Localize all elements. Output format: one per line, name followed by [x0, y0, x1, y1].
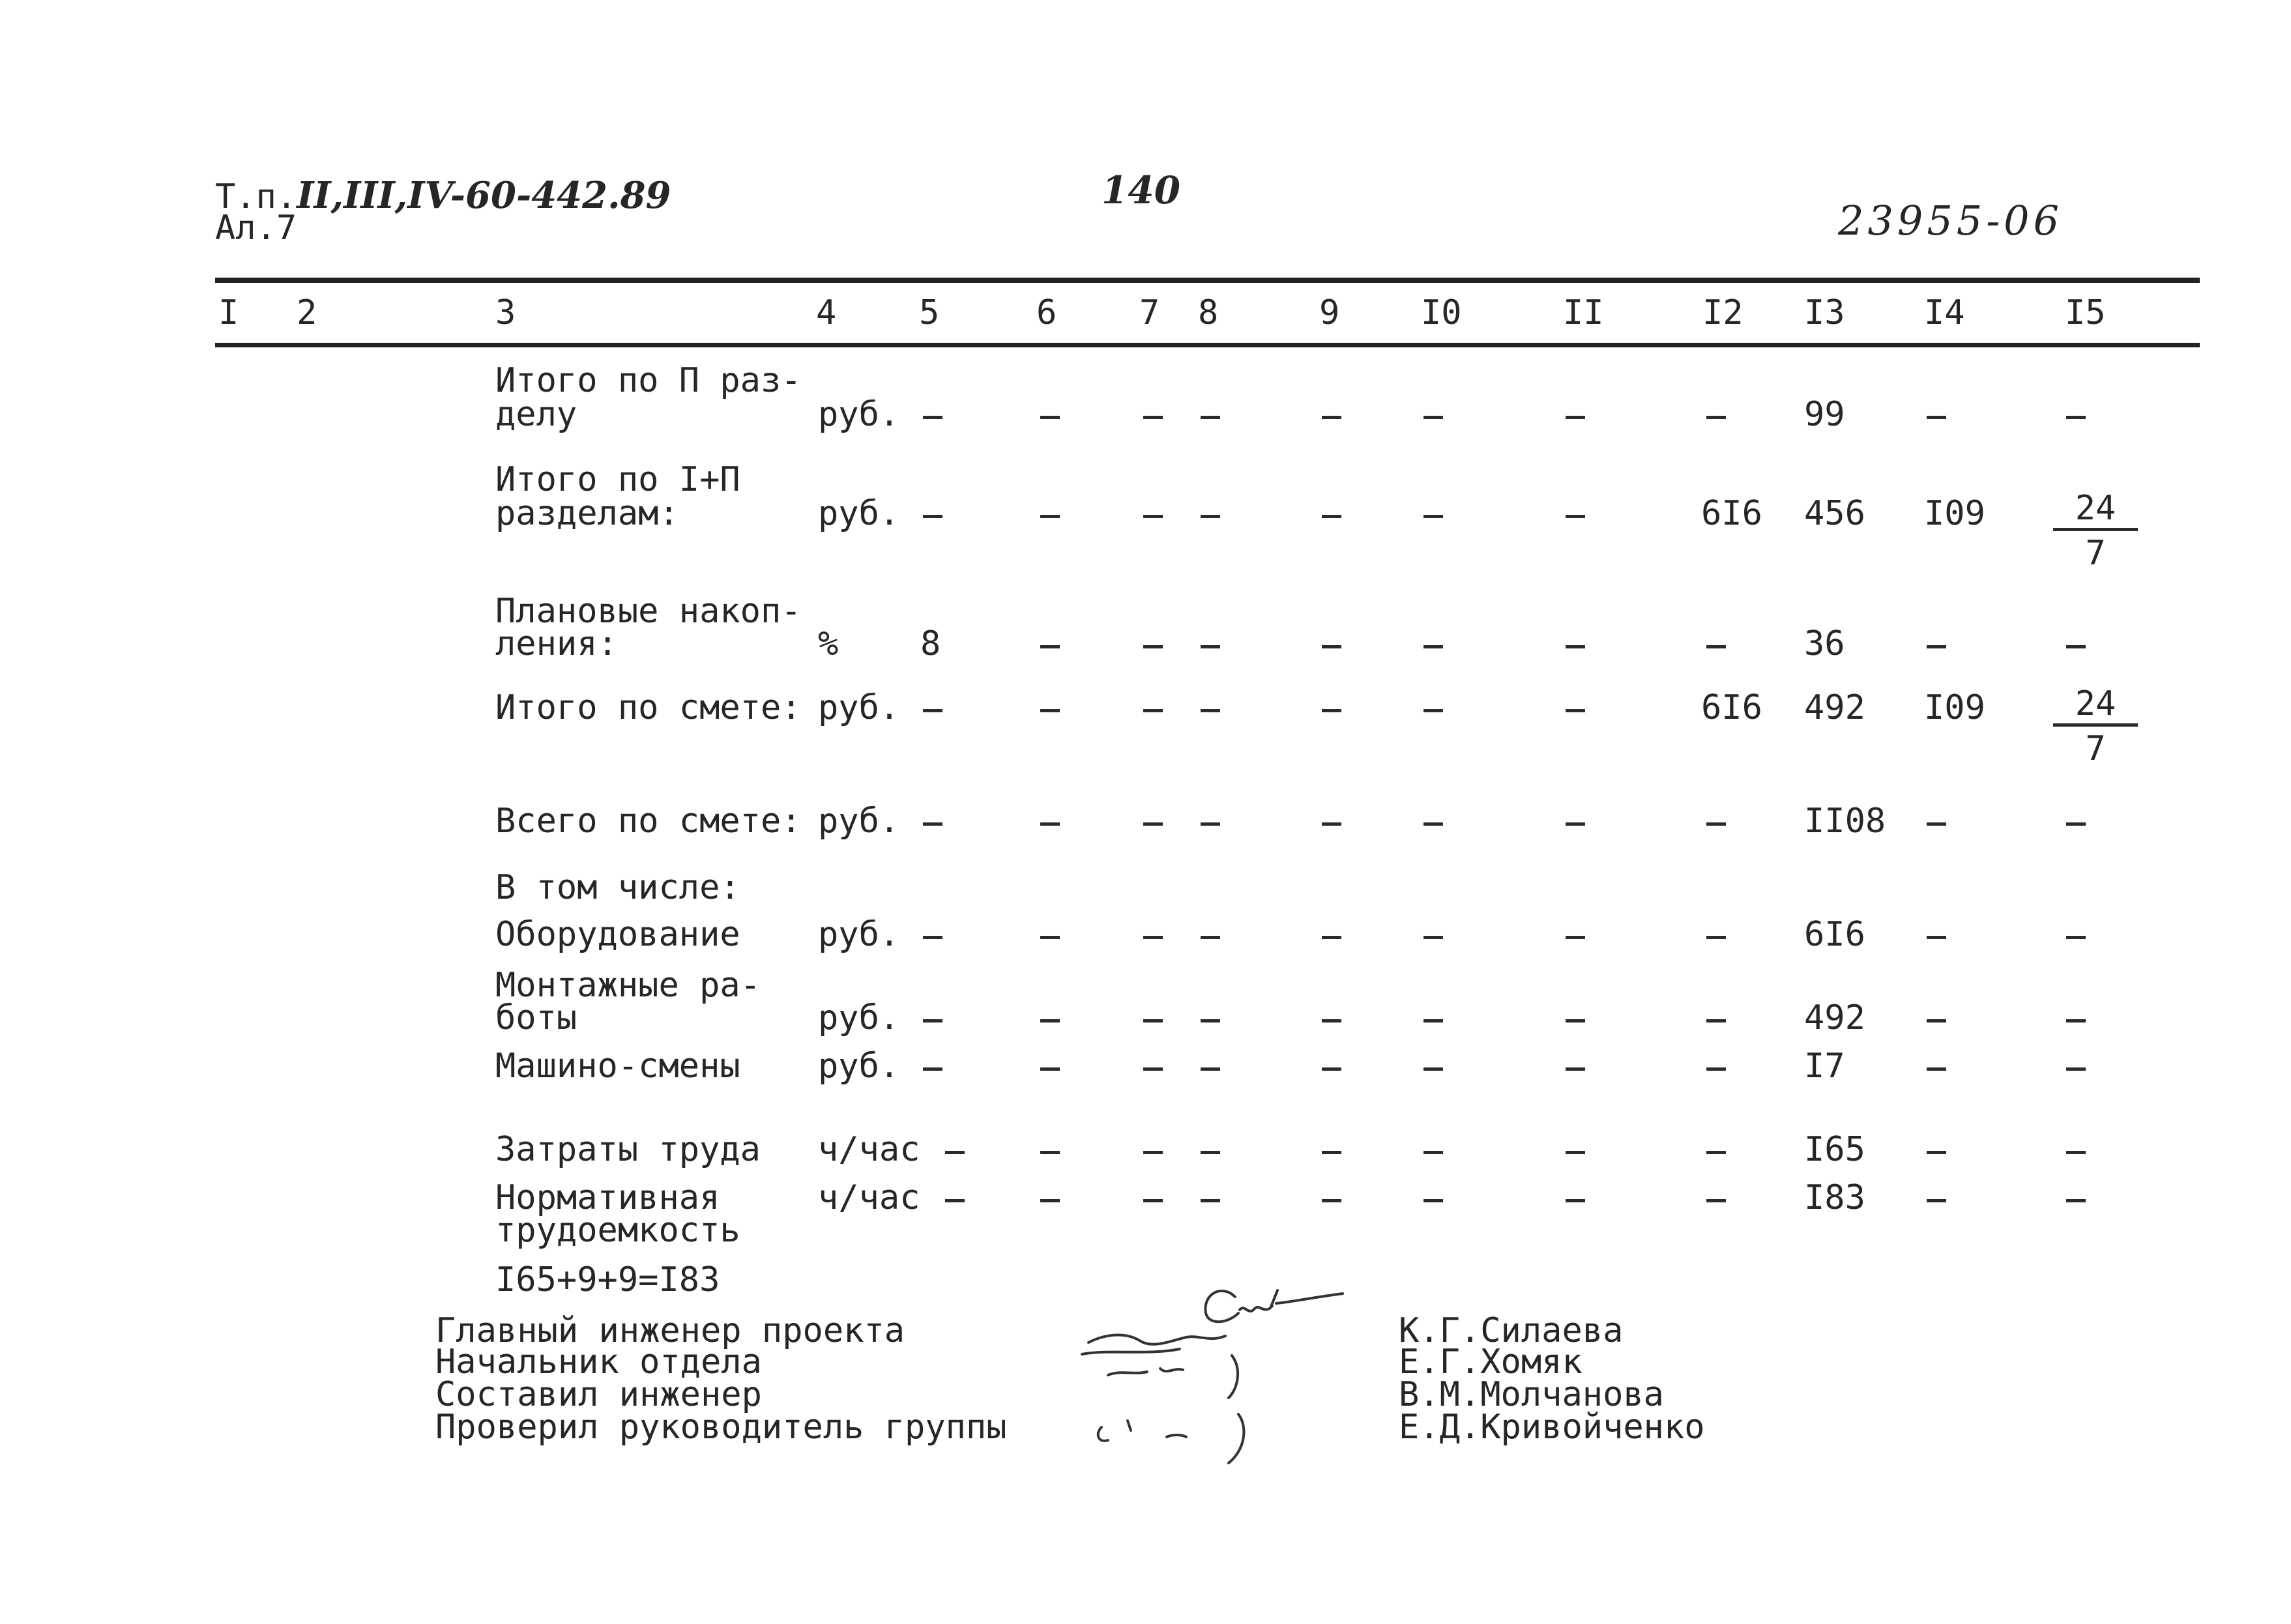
empty-cell-dash [1201, 1199, 1220, 1202]
col-num-15: I5 [2065, 293, 2106, 332]
col-num-7: 7 [1139, 293, 1160, 332]
signature-name: В.М.Молчанова [1399, 1375, 1664, 1414]
empty-cell-dash [2066, 1151, 2086, 1154]
row-unit: руб. [818, 1047, 900, 1086]
row-value-col12: 6I6 [1701, 688, 1762, 727]
empty-cell-dash [1706, 645, 1726, 648]
empty-cell-dash [1927, 1199, 1946, 1202]
empty-cell-dash [1566, 416, 1585, 419]
col-num-12: I2 [1702, 293, 1744, 332]
empty-cell-dash [1706, 822, 1726, 826]
empty-cell-dash [1143, 1019, 1163, 1022]
empty-cell-dash [1566, 515, 1585, 518]
row-value-col13: I83 [1804, 1178, 1865, 1217]
empty-cell-dash [1201, 1067, 1220, 1071]
empty-cell-dash [1322, 822, 1341, 826]
empty-cell-dash [1423, 1067, 1443, 1071]
empty-cell-dash [1566, 936, 1585, 939]
row-unit: % [818, 624, 839, 663]
empty-cell-dash [1040, 709, 1060, 712]
empty-cell-dash [1143, 1199, 1163, 1202]
code-prefix: Т.п. [215, 177, 297, 216]
col-num-14: I4 [1924, 293, 1965, 332]
signature-name: Е.Г.Хомяк [1399, 1342, 1583, 1382]
row-value-col13: II08 [1804, 802, 1886, 841]
signature-role: Начальник отдела [435, 1342, 762, 1382]
row-unit: ч/час [818, 1178, 920, 1217]
empty-cell-dash [1322, 645, 1341, 648]
empty-cell-dash [1143, 822, 1163, 826]
fraction-denominator: 7 [2085, 729, 2106, 768]
empty-cell-dash [2066, 1067, 2086, 1071]
row-unit: руб. [818, 494, 900, 533]
empty-cell-dash [2066, 1019, 2086, 1022]
row-label: Итого по П раз- [495, 361, 802, 400]
empty-cell-dash [1040, 936, 1060, 939]
empty-cell-dash [1566, 1199, 1585, 1202]
fraction-denominator: 7 [2085, 534, 2106, 573]
col-num-8: 8 [1198, 293, 1219, 332]
empty-cell-dash [1706, 1067, 1726, 1071]
empty-cell-dash [2066, 1199, 2086, 1202]
empty-cell-dash [1423, 1199, 1443, 1202]
empty-cell-dash [923, 416, 942, 419]
row-value-col13: I7 [1804, 1047, 1845, 1086]
page-number: 140 [1102, 168, 1181, 212]
empty-cell-dash [1927, 1151, 1946, 1154]
empty-cell-dash [1040, 515, 1060, 518]
empty-cell-dash [1423, 936, 1443, 939]
empty-cell-dash [1143, 515, 1163, 518]
empty-cell-dash [1201, 822, 1220, 826]
empty-cell-dash [1927, 416, 1946, 419]
row-value-col13: 36 [1804, 624, 1845, 663]
row-label: Нормативная [495, 1178, 720, 1217]
col-num-1: I [218, 293, 239, 332]
row-label: трудоемкость [495, 1211, 740, 1250]
empty-cell-dash [1423, 515, 1443, 518]
header-bottom-rule [215, 343, 2200, 347]
empty-cell-dash [1040, 416, 1060, 419]
empty-cell-dash [1423, 416, 1443, 419]
row-unit: руб. [818, 998, 900, 1037]
empty-cell-dash [945, 1199, 965, 1202]
col-num-3: 3 [495, 293, 516, 332]
empty-cell-dash [1927, 1019, 1946, 1022]
empty-cell-dash [1322, 709, 1341, 712]
top-rule [215, 278, 2200, 283]
row-value-col13: 6I6 [1804, 915, 1865, 954]
empty-cell-dash [1927, 1067, 1946, 1071]
row-value-col15-fraction [2053, 684, 2138, 771]
code-suffix: -60-442.89 [450, 174, 671, 217]
empty-cell-dash [1566, 822, 1585, 826]
row-label: Итого по смете: [495, 688, 802, 727]
row-label: Затраты труда [495, 1130, 761, 1169]
row-label: Монтажные ра- [495, 966, 761, 1005]
empty-cell-dash [1706, 1199, 1726, 1202]
row-label: Итого по I+П [495, 460, 740, 499]
empty-cell-dash [923, 936, 942, 939]
row-value-col14: I09 [1924, 688, 1985, 727]
empty-cell-dash [1040, 645, 1060, 648]
fraction-numerator: 24 [2053, 684, 2138, 727]
empty-cell-dash [1423, 1151, 1443, 1154]
row-value-col14: I09 [1924, 494, 1985, 533]
empty-cell-dash [1322, 1067, 1341, 1071]
row-value-col15-fraction [2053, 489, 2138, 575]
row-value-col13: 99 [1804, 395, 1845, 434]
empty-cell-dash [923, 822, 942, 826]
empty-cell-dash [1566, 709, 1585, 712]
empty-cell-dash [1201, 1151, 1220, 1154]
row-label: боты [495, 998, 577, 1037]
empty-cell-dash [923, 515, 942, 518]
row-label: делу [495, 395, 577, 434]
empty-cell-dash [1423, 822, 1443, 826]
empty-cell-dash [1040, 1151, 1060, 1154]
empty-cell-dash [1706, 936, 1726, 939]
row-unit: руб. [818, 915, 900, 954]
col-num-6: 6 [1036, 293, 1057, 332]
row-label: ления: [495, 624, 618, 663]
empty-cell-dash [1040, 1019, 1060, 1022]
code-roman: II,III,IV [297, 174, 450, 217]
row-label: разделам: [495, 494, 679, 533]
col-num-4: 4 [816, 293, 837, 332]
empty-cell-dash [1040, 822, 1060, 826]
row-label: Оборудование [495, 915, 740, 954]
empty-cell-dash [1927, 936, 1946, 939]
empty-cell-dash [1201, 709, 1220, 712]
empty-cell-dash [923, 1067, 942, 1071]
album-label: Ал.7 [215, 209, 297, 248]
empty-cell-dash [1566, 645, 1585, 648]
empty-cell-dash [1322, 1019, 1341, 1022]
empty-cell-dash [1322, 936, 1341, 939]
row-value-col13: 492 [1804, 998, 1865, 1037]
col-num-9: 9 [1319, 293, 1340, 332]
empty-cell-dash [1143, 709, 1163, 712]
empty-cell-dash [1423, 709, 1443, 712]
empty-cell-dash [1566, 1067, 1585, 1071]
empty-cell-dash [1322, 515, 1341, 518]
empty-cell-dash [1143, 1067, 1163, 1071]
row-value-col13: I65 [1804, 1130, 1865, 1169]
empty-cell-dash [1201, 416, 1220, 419]
signature-name: Е.Д.Кривойченко [1399, 1408, 1705, 1447]
empty-cell-dash [923, 709, 942, 712]
row-label: В том числе: [495, 868, 740, 907]
empty-cell-dash [1201, 936, 1220, 939]
empty-cell-dash [1143, 645, 1163, 648]
col-num-10: I0 [1421, 293, 1462, 332]
empty-cell-dash [1706, 416, 1726, 419]
col-num-2: 2 [297, 293, 317, 332]
row-value-col12: 6I6 [1701, 494, 1762, 533]
signature-role: Главный инженер проекта [435, 1311, 905, 1350]
empty-cell-dash [1706, 1019, 1726, 1022]
row-unit: руб. [818, 395, 900, 434]
empty-cell-dash [1706, 1151, 1726, 1154]
signature-role: Составил инженер [435, 1375, 762, 1414]
empty-cell-dash [1322, 1199, 1341, 1202]
empty-cell-dash [1040, 1067, 1060, 1071]
empty-cell-dash [2066, 416, 2086, 419]
empty-cell-dash [1423, 645, 1443, 648]
empty-cell-dash [1143, 936, 1163, 939]
empty-cell-dash [2066, 936, 2086, 939]
empty-cell-dash [945, 1151, 965, 1154]
empty-cell-dash [1143, 1151, 1163, 1154]
empty-cell-dash [1322, 1151, 1341, 1154]
row-label: Всего по смете: [495, 802, 802, 841]
row-label: Плановые накоп- [495, 592, 802, 631]
fraction-numerator: 24 [2053, 489, 2138, 531]
empty-cell-dash [1927, 822, 1946, 826]
handwritten-signatures-image [1069, 1277, 1382, 1473]
empty-cell-dash [1927, 645, 1946, 648]
col-num-13: I3 [1804, 293, 1845, 332]
empty-cell-dash [1423, 1019, 1443, 1022]
row-value-col13: 492 [1804, 688, 1865, 727]
empty-cell-dash [1322, 416, 1341, 419]
row-label: Машино-смены [495, 1047, 740, 1086]
empty-cell-dash [1040, 1199, 1060, 1202]
row-unit: руб. [818, 802, 900, 841]
row-value-col5: 8 [920, 624, 941, 663]
row-value-col13: 456 [1804, 494, 1865, 533]
document-number: 23955-06 [1838, 197, 2064, 244]
col-num-5: 5 [919, 293, 940, 332]
col-num-11: II [1563, 293, 1604, 332]
empty-cell-dash [2066, 645, 2086, 648]
empty-cell-dash [2066, 822, 2086, 826]
labor-formula: I65+9+9=I83 [495, 1260, 720, 1299]
row-unit: руб. [818, 688, 900, 727]
row-unit: ч/час [818, 1130, 920, 1169]
empty-cell-dash [1566, 1019, 1585, 1022]
signature-name: К.Г.Силаева [1399, 1311, 1624, 1350]
empty-cell-dash [1201, 1019, 1220, 1022]
signature-role: Проверил руководитель группы [435, 1408, 1007, 1447]
empty-cell-dash [1201, 645, 1220, 648]
empty-cell-dash [1566, 1151, 1585, 1154]
empty-cell-dash [923, 1019, 942, 1022]
empty-cell-dash [1201, 515, 1220, 518]
empty-cell-dash [1143, 416, 1163, 419]
